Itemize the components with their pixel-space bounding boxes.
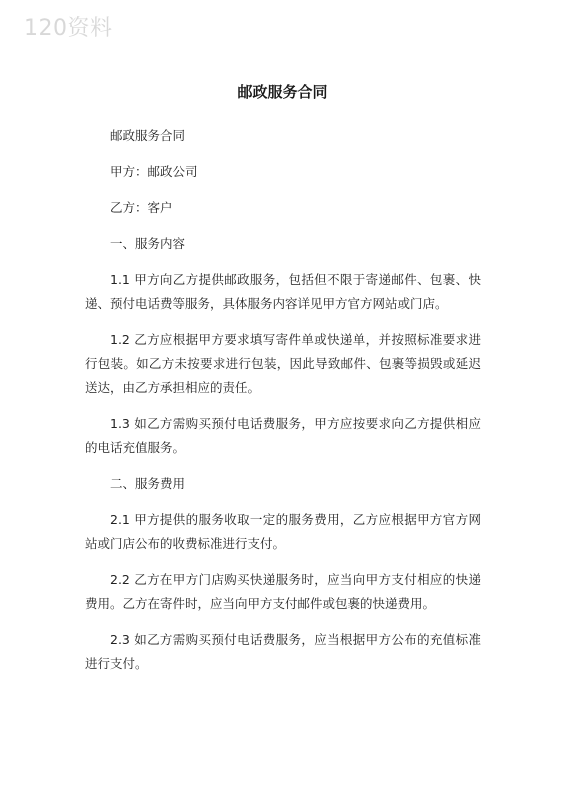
clause-1-3: 1.3 如乙方需购买预付电话费服务，甲方应按要求向乙方提供相应的电话充值服务。 (85, 416, 481, 455)
section-heading-service-content: 一、服务内容 (110, 236, 186, 251)
watermark-logo: 120资料 (24, 16, 113, 41)
clause-2-2: 2.2 乙方在甲方门店购买快递服务时，应当向甲方支付相应的快递费用。乙方在寄件时，应当向甲方支付邮件或包裹的快递费用。 (85, 572, 481, 611)
contract-heading: 邮政服务合同 (110, 128, 186, 143)
document-body (85, 124, 481, 688)
clause-1-1: 1.1 甲方向乙方提供邮政服务，包括但不限于寄递邮件、包裹、快递、预付电话费等服务，具体服务内容详见甲方官方网站或门店。 (85, 272, 481, 311)
section-heading-service-fees: 二、服务费用 (110, 476, 186, 491)
document-title: 邮政服务合同 (237, 83, 328, 101)
party-b: 乙方：客户 (110, 200, 173, 215)
party-a: 甲方：邮政公司 (110, 164, 198, 179)
clause-2-3: 2.3 如乙方需购买预付电话费服务，应当根据甲方公布的充值标准进行支付。 (85, 632, 481, 671)
clause-1-2: 1.2 乙方应根据甲方要求填写寄件单或快递单，并按照标准要求进行包装。如乙方未按要求进行包装，因此导致邮件、包裹等损毁或延迟送达，由乙方承担相应的责任。 (85, 332, 481, 395)
clause-2-1: 2.1 甲方提供的服务收取一定的服务费用，乙方应根据甲方官方网站或门店公布的收费标准进行支付。 (85, 512, 481, 551)
